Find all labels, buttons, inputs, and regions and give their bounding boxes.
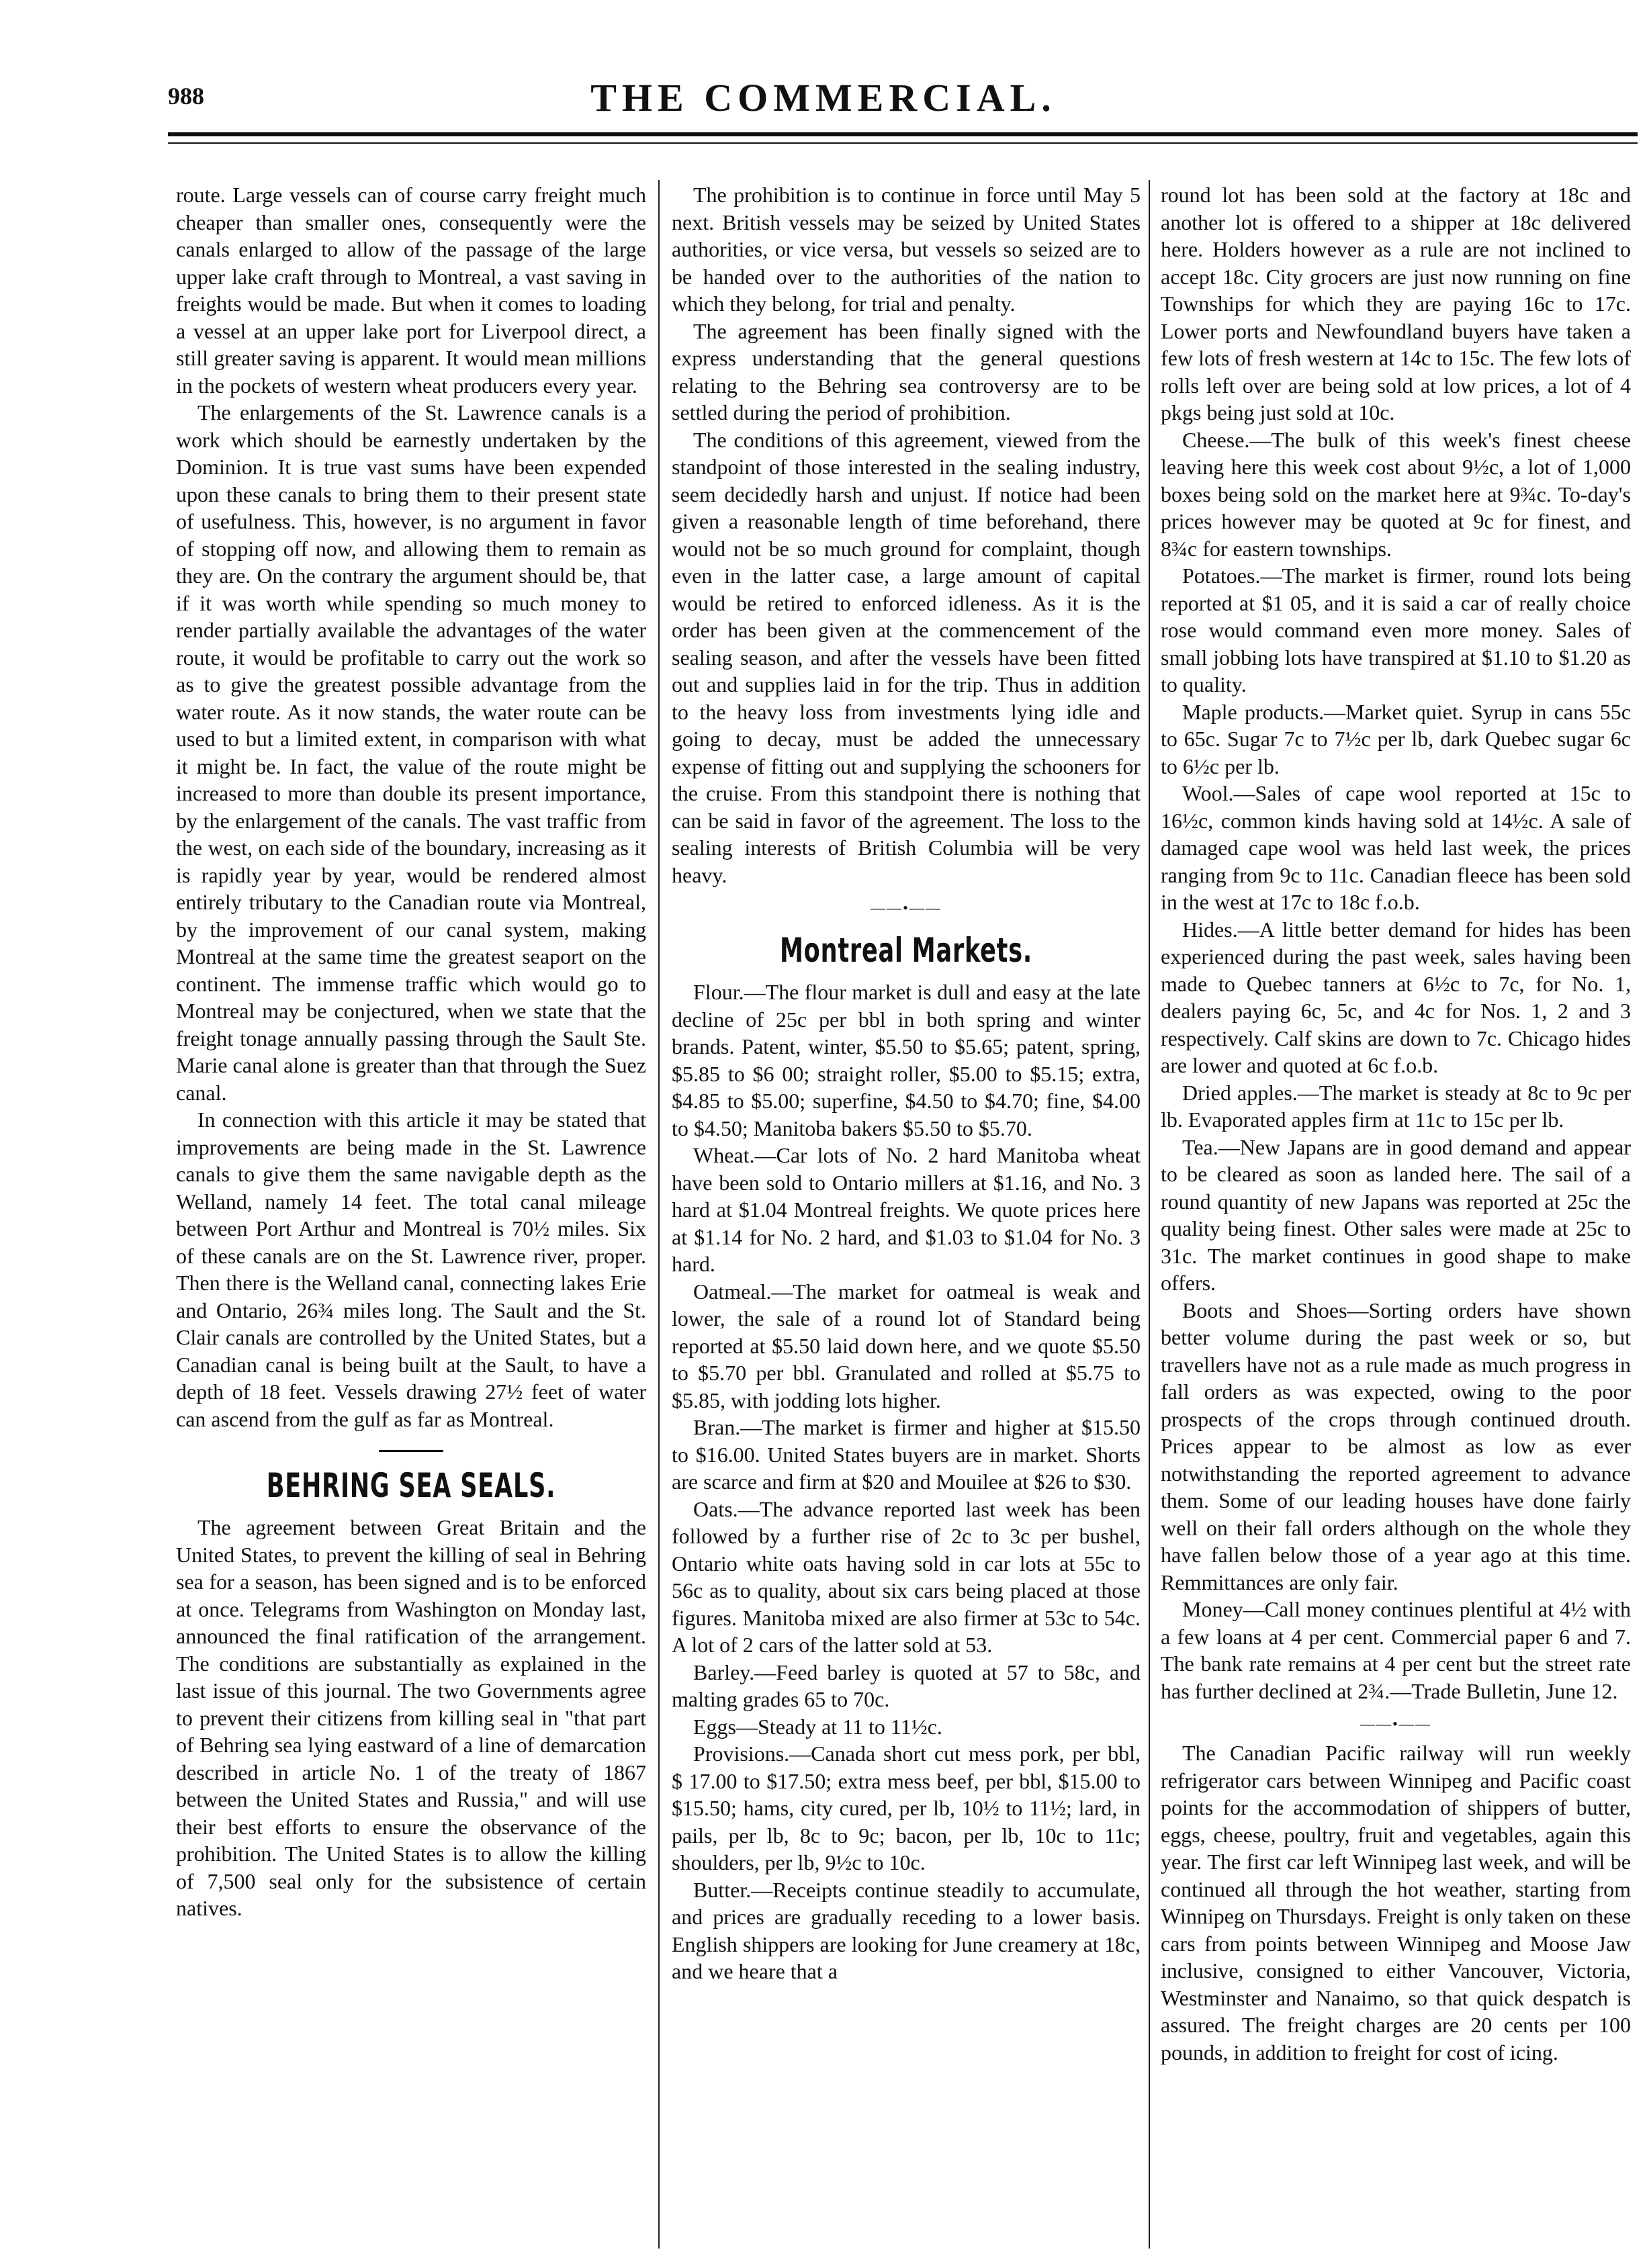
header-rule-thick: [168, 132, 1638, 136]
market-report-flour: Flour.—The flour market is dull and easy at the late decline of 25c per bbl in both spring and winter brands. Patent, winter, $5.50 to $5.65; patent, spring, $5.85 to $6 00; straight roller, $5.00 to $5.15; extra, $4.85 to $5.00; superfine, $4.50 to $4.70; fine, $4.00 to $4.50; Manitoba bakers $5.50 to $5.70.: [672, 980, 1141, 1140]
market-report-boots-shoes: Boots and Shoes—Sorting orders have shown better volume during the past week or so, but travellers have not as a rule made as much progress in fall orders as was expected, owing to the poor prospects of the crops through continued drouth. Prices appear to be almost as low as ever notwithstanding the reported agreement to advance them. Some of our leading houses have done fairly well on their fall orders although on the whole they have fallen below those of a year ago at this time. Remmittances are only fair.: [1161, 1298, 1631, 1594]
article-paragraph: round lot has been sold at the factory at 18c and another lot is offered to a shipper at 18c delivered here. Holders however as a rule are not inclined to accept 18c. City grocers are just now running on fine Townships for which they are paying 16c to 17c. Lower ports and Newfoundland buyers have taken a few lots of fresh western at 14c to 15c. The few lots of rolls left over are being sold at low prices, a lot of 4 pkgs being just sold at 10c.: [1161, 183, 1631, 424]
market-report-butter: Butter.—Receipts continue steadily to accumulate, and prices are gradually receding to a lower basis. English shippers are looking for June creamery at 18c, and we heare that a: [672, 1877, 1141, 1983]
cpr-refrigerator-notice: The Canadian Pacific railway will run weekly refrigerator cars between Winnipeg and Pacific coast points for the accommodation of shippers of butter, eggs, cheese, poultry, fruit and vegetables, again this year. The first car left Winnipeg last week, and will be continued all through the hot weather, starting from Winnipeg on Thursdays. Freight is only taken on these cars from points between Winnipeg and Moose Jaw inclusive, consigned to either Vancouver, Victoria, Westminster and Nanaimo, so that quick despatch is assured. The freight charges are 20 cents per 100 pounds, in addition to freight for cost of icing.: [1161, 1741, 1631, 2065]
behring-sea-heading: BEHRING SEA SEALS.: [266, 1466, 556, 1505]
column-divider-1: [658, 180, 660, 2249]
market-report-provisions: Provisions.—Canada short cut mess pork, per bbl, $ 17.00 to $17.50; extra mess beef, per bbl, $15.00 to $15.50; hams, city cured, per lb, 10½ to 11½; lard, in pails, per lb, 8c to 9c; bacon, per lb, 10c to 11c; shoulders, per lb, 9½c to 10c.: [672, 1741, 1141, 1874]
page-number: 988: [168, 83, 204, 109]
market-report-wool: Wool.—Sales of cape wool reported at 15c to 16½c, common kinds having sold at 14½c. A sale of damaged cape wool was held last week, the prices ranging from 9c to 11c. Canadian fleece has been sold in the west at 17c to 18c f.o.b.: [1161, 781, 1631, 914]
header-rule-thin: [168, 142, 1638, 144]
market-report-wheat: Wheat.—Car lots of No. 2 hard Manitoba wheat have been sold to Ontario millers at $1.16, and No. 3 hard at $1.04 Montreal freights. We quote prices here at $1.14 for No. 2 hard, and $1.03 to $1.04 for No. 3 hard.: [672, 1143, 1141, 1276]
montreal-markets-heading: Montreal Markets.: [779, 931, 1033, 970]
article-paragraph: The conditions of this agreement, viewed from the standpoint of those interested in the sealing industry, seem decidedly harsh and unjust. If notice had been given a reasonable length of time beforehand, there would not be so much ground for complaint, though even in the latter case, a large amount of capital would be retired to enforced idleness. As it is the order has been given at the commencement of the sealing season, and after the vessels have been fitted out and supplies laid in for the trip. Thus in addition to the heavy loss from investments lying idle and going to decay, must be added the unnecessary expense of fitting out and supplying the schooners for the cruise. From this standpoint there is nothing that can be said in favor of the agreement. The loss to the sealing interests of British Columbia will be very heavy.: [672, 427, 1141, 887]
article-paragraph: The agreement has been finally signed with the express understanding that the general questions relating to the Behring sea controversy are to be settled during the period of prohibition.: [672, 318, 1141, 424]
article-paragraph: route. Large vessels can of course carry freight much cheaper than smaller ones, consequently were the canals enlarged to allow of the passage of the large upper lake craft through to Montreal, a vast saving in freights would be made. But when it comes to loading a vessel at an upper lake port for Liverpool direct, a still greater saving is apparent. It would mean millions in the pockets of western wheat producers every year.: [176, 183, 646, 398]
section-rule: [379, 1450, 443, 1452]
section-ornament: ——•——: [871, 899, 942, 916]
market-report-dried-apples: Dried apples.—The market is steady at 8c to 9c per lb. Evaporated apples firm at 11c to 15c per lb.: [1161, 1080, 1631, 1132]
market-report-oatmeal: Oatmeal.—The market for oatmeal is weak and lower, the sale of a round lot of Standard being reported at $5.50 laid down here, and we quote $5.50 to $5.70 per bbl. Granulated and rolled at $5.75 to $5.85, with jodding lots higher.: [672, 1279, 1141, 1412]
market-report-eggs: Eggs—Steady at 11 to 11½c.: [693, 1714, 942, 1739]
market-report-tea: Tea.—New Japans are in good demand and appear to be cleared as soon as landed here. The sail of a round quantity of new Japans was reported at 25c the quality being finest. Other sales were made at 25c to 31c. The market continues in good shape to make offers.: [1161, 1134, 1631, 1295]
article-paragraph: The agreement between Great Britain and the United States, to prevent the killing of seal in Behring sea for a season, has been signed and is to be enforced at once. Telegrams from Washington on Monday last, announced the final ratification of the arrangement. The conditions are substantially as explained in the last issue of this journal. The two Governments agree to prevent their citizens from killing seal in "that part of Behring sea lying eastward of a line of demarcation described in article No. 1 of the treaty of 1867 between the United States and Russia," and will use their best efforts to ensure the observance of the prohibition. The United States is to allow the killing of 7,500 seal only for the subsistence of certain natives.: [176, 1515, 646, 1920]
section-ornament: ——•——: [1360, 1715, 1431, 1732]
masthead: THE COMMERCIAL.: [590, 76, 1057, 120]
article-paragraph: In connection with this article it may be stated that improvements are being made in the St. Lawrence canals to give them the same navigable depth as the Welland, namely 14 feet. The total canal mileage between Port Arthur and Montreal is 70½ miles. Six of these canals are on the St. Lawrence river, proper. Then there is the Welland canal, connecting lakes Erie and Ontario, 26¾ miles long. The Sault and the St. Clair canals are controlled by the United States, but a Canadian canal is being built at the Sault, to have a depth of 18 feet. Vessels drawing 27½ feet of water can ascend from the gulf as far as Montreal.: [176, 1107, 646, 1431]
market-report-cheese: Cheese.—The bulk of this week's finest cheese leaving here this week cost about 9½c, a lot of 1,000 boxes being sold on the market here at 9¾c. To-day's prices however may be quoted at 9c for finest, and 8¾c for eastern townships.: [1161, 427, 1631, 561]
column-3: [1161, 181, 1631, 2066]
market-report-oats: Oats.—The advance reported last week has been followed by a further rise of 2c to 3c per bushel, Ontario white oats having sold in car lots at 55c to 56c as to quality, about six cars being placed at those figures. Manitoba mixed are also firmer at 53c to 54c. A lot of 2 cars of the latter sold at 53.: [672, 1496, 1141, 1657]
market-report-hides: Hides.—A little better demand for hides has been experienced during the past week, sales having been made to Quebec tanners at 6½c to 7c, for No. 1, dealers paying 6c, 5c, and 4c for Nos. 1, 2 and 3 respectively. Calf skins are down to 7c. Chicago hides are lower and quoted at 6c f.o.b.: [1161, 917, 1631, 1077]
article-paragraph: The enlargements of the St. Lawrence canals is a work which should be earnestly undertaken by the Dominion. It is true vast sums have been expended upon these canals to bring them to their present state of usefulness. This, however, is no argument in favor of stopping off now, and allowing them to remain as they are. On the contrary the argument should be, that if it was worth while spending so much money to render partially available the advantages of the water route, it would be profitable to carry out the work so as to give the greatest possible advantage from the water route. As it now stands, the water route can be used to but a limited extent, in comparison with what it might be. In fact, the value of the route might be increased to more than double its present importance, by the enlargement of the canals. The vast traffic from the west, on each side of the boundary, increasing as it is rapidly year by year, would be rendered almost entirely tributary to the Canadian route via Montreal, by the improvement of our canal system, making Montreal at the same time the greatest seaport on the continent. The immense traffic which would go to Montreal may be conjectured, when we state that the freight tonage annually passing through the Sault Ste. Marie canal alone is greater than that through the Suez canal.: [176, 400, 646, 1105]
market-report-bran: Bran.—The market is firmer and higher at $15.50 to $16.00. United States buyers are in market. Shorts are scarce and firm at $20 and Mouilee at $26 to $30.: [672, 1415, 1141, 1494]
market-report-potatoes: Potatoes.—The market is firmer, round lots being reported at $1 05, and it is said a car of really choice rose would command even more money. Sales of small jobbing lots have transpired at $1.10 to $1.20 as to quality.: [1161, 563, 1631, 696]
article-paragraph: The prohibition is to continue in force until May 5 next. British vessels may be seized by United States authorities, or vice versa, but vessels so seized are to be handed over to the authorities of the nation to which they belong, for trial and penalty.: [672, 183, 1141, 316]
market-report-money: Money—Call money continues plentiful at 4½ with a few loans at 4 per cent. Commercial paper 6 and 7. The bank rate remains at 4 per cent but the street rate has further declined at 2¾.—Trade Bulletin, June 12.: [1161, 1597, 1631, 1703]
market-report-barley: Barley.—Feed barley is quoted at 57 to 58c, and malting grades 65 to 70c.: [672, 1660, 1141, 1711]
market-report-maple: Maple products.—Market quiet. Syrup in cans 55c to 65c. Sugar 7c to 7½c per lb, dark Quebec sugar 6c to 6½c per lb.: [1161, 699, 1631, 778]
column-2: [672, 181, 1141, 1985]
column-1: [176, 181, 646, 1922]
column-divider-2: [1149, 180, 1150, 2249]
